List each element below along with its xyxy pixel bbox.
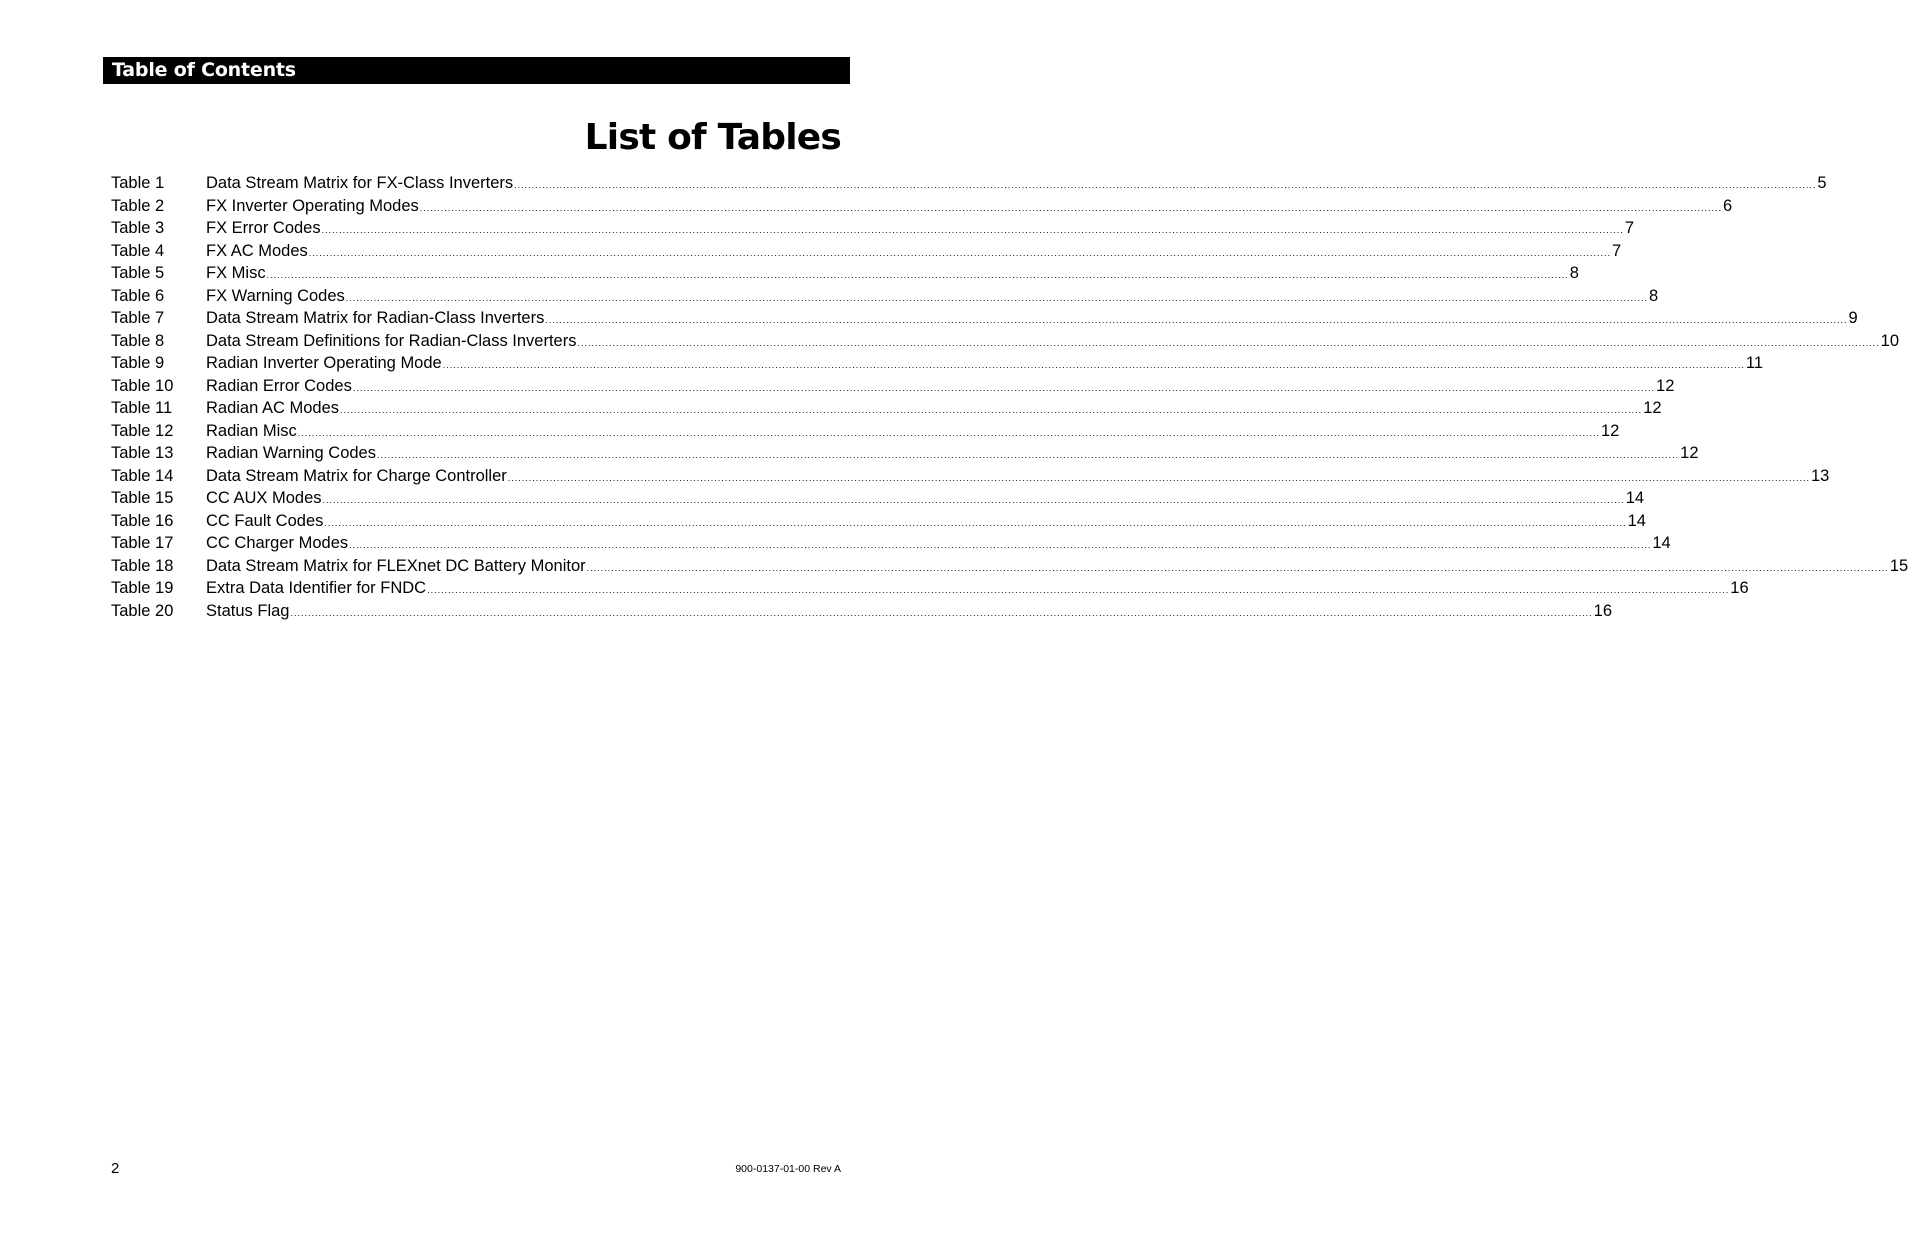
list-of-tables bbox=[111, 172, 1908, 622]
toc-entry-number: Table 8 bbox=[111, 331, 165, 350]
toc-entry-title: Status Flag bbox=[206, 601, 290, 620]
toc-entry-title: Data Stream Matrix for Radian-Class Inverters bbox=[206, 309, 545, 327]
toc-entry-title: Radian Warning Codes bbox=[206, 444, 376, 462]
toc-dot-leader: .................................................................................................................................................................................................................................................................................................................................................................................... bbox=[340, 405, 1643, 415]
toc-entry-page: 12 bbox=[1600, 421, 1620, 440]
toc-entry[interactable] bbox=[111, 442, 1699, 465]
toc-entry-body bbox=[206, 442, 1699, 467]
toc-entry-page: 14 bbox=[1625, 489, 1645, 507]
toc-dot-leader: .................................................................................................................................................................................................................................................................................................................................................................................... bbox=[266, 270, 1569, 280]
toc-entry[interactable] bbox=[111, 600, 1613, 623]
toc-dot-leader: .................................................................................................................................................................................................................................................................................................................................................................................... bbox=[290, 607, 1593, 618]
toc-entry-title: Data Stream Matrix for Charge Controller bbox=[206, 466, 507, 485]
toc-entry-title: FX AC Modes bbox=[206, 241, 308, 260]
toc-entry[interactable] bbox=[111, 195, 1733, 218]
toc-entry-title: CC AUX Modes bbox=[206, 489, 322, 507]
toc-entry-body bbox=[206, 217, 1634, 242]
toc-entry[interactable] bbox=[111, 352, 1764, 375]
toc-entry-body bbox=[206, 330, 1900, 355]
toc-entry[interactable] bbox=[111, 330, 1900, 353]
toc-entry-number: Table 2 bbox=[111, 196, 165, 215]
toc-entry-number: Table 9 bbox=[111, 354, 165, 372]
section-header-title: Table of Contents bbox=[112, 59, 296, 81]
toc-entry-page: 6 bbox=[1722, 196, 1733, 215]
toc-entry-title: FX Inverter Operating Modes bbox=[206, 196, 419, 215]
toc-entry-title: Data Stream Matrix for FX-Class Inverters bbox=[206, 174, 514, 192]
toc-dot-leader: .................................................................................................................................................................................................................................................................................................................................................................................... bbox=[427, 585, 1730, 595]
toc-entry-body bbox=[206, 262, 1579, 287]
toc-entry-page: 16 bbox=[1730, 579, 1749, 597]
toc-entry[interactable] bbox=[111, 420, 1620, 443]
toc-dot-leader: .................................................................................................................................................................................................................................................................................................................................................................................... bbox=[507, 472, 1810, 483]
toc-dot-leader: .................................................................................................................................................................................................................................................................................................................................................................................... bbox=[321, 225, 1624, 235]
toc-dot-leader: .................................................................................................................................................................................................................................................................................................................................................................................... bbox=[577, 337, 1880, 348]
toc-entry-page: 8 bbox=[1648, 286, 1659, 305]
toc-dot-leader: .................................................................................................................................................................................................................................................................................................................................................................................... bbox=[349, 540, 1652, 550]
toc-dot-leader: .................................................................................................................................................................................................................................................................................................................................................................................... bbox=[352, 382, 1656, 393]
toc-entry-title: Radian Inverter Operating Mode bbox=[206, 354, 442, 372]
toc-entry-body bbox=[206, 307, 1858, 332]
toc-dot-leader: .................................................................................................................................................................................................................................................................................................................................................................................... bbox=[324, 517, 1627, 528]
toc-entry-number: Table 3 bbox=[111, 219, 165, 237]
toc-entry[interactable] bbox=[111, 555, 1908, 578]
toc-entry-number: Table 17 bbox=[111, 534, 174, 552]
toc-entry-title: Radian Misc bbox=[206, 421, 297, 440]
toc-entry-number: Table 12 bbox=[111, 421, 174, 440]
toc-entry-title: FX Warning Codes bbox=[206, 286, 345, 305]
toc-dot-leader: .................................................................................................................................................................................................................................................................................................................................................................................... bbox=[442, 360, 1745, 370]
toc-entry-title: Data Stream Definitions for Radian-Class Inverters bbox=[206, 331, 577, 350]
toc-entry-page: 15 bbox=[1889, 556, 1908, 575]
toc-entry-page: 12 bbox=[1643, 399, 1662, 417]
toc-dot-leader: .................................................................................................................................................................................................................................................................................................................................................................................... bbox=[586, 562, 1889, 573]
toc-entry-title: Radian AC Modes bbox=[206, 399, 339, 417]
toc-entry[interactable] bbox=[111, 397, 1662, 420]
toc-entry-body bbox=[206, 375, 1675, 400]
toc-entry-page: 14 bbox=[1652, 534, 1671, 552]
toc-dot-leader: .................................................................................................................................................................................................................................................................................................................................................................................... bbox=[322, 495, 1625, 505]
toc-entry[interactable] bbox=[111, 172, 1827, 195]
toc-entry-title: CC Fault Codes bbox=[206, 511, 324, 530]
toc-entry-number: Table 15 bbox=[111, 489, 174, 507]
toc-entry[interactable] bbox=[111, 487, 1645, 510]
toc-entry-page: 12 bbox=[1656, 376, 1675, 395]
toc-entry-number: Table 1 bbox=[111, 174, 165, 192]
toc-entry-body bbox=[206, 285, 1659, 310]
toc-dot-leader: .................................................................................................................................................................................................................................................................................................................................................................................... bbox=[308, 247, 1611, 258]
toc-entry-page: 16 bbox=[1593, 601, 1613, 620]
toc-entry-body bbox=[206, 510, 1646, 535]
toc-entry[interactable] bbox=[111, 217, 1634, 240]
toc-entry-number: Table 18 bbox=[111, 556, 174, 575]
toc-entry-page: 5 bbox=[1817, 174, 1827, 192]
toc-dot-leader: .................................................................................................................................................................................................................................................................................................................................................................................... bbox=[514, 180, 1817, 190]
toc-entry-title: FX Misc bbox=[206, 264, 266, 282]
toc-dot-leader: .................................................................................................................................................................................................................................................................................................................................................................................... bbox=[545, 315, 1848, 325]
toc-entry-title: Radian Error Codes bbox=[206, 376, 352, 395]
toc-entry-number: Table 13 bbox=[111, 444, 174, 462]
toc-entry-page: 7 bbox=[1611, 241, 1622, 260]
toc-entry[interactable] bbox=[111, 577, 1749, 600]
toc-entry-number: Table 16 bbox=[111, 511, 174, 530]
toc-entry[interactable] bbox=[111, 532, 1671, 555]
toc-entry-number: Table 11 bbox=[111, 399, 173, 417]
toc-entry-page: 12 bbox=[1680, 444, 1699, 462]
toc-entry-number: Table 14 bbox=[111, 466, 174, 485]
toc-entry-page: 7 bbox=[1624, 219, 1634, 237]
section-header-bar bbox=[103, 57, 850, 84]
toc-entry-body bbox=[206, 420, 1620, 445]
toc-entry-number: Table 5 bbox=[111, 264, 165, 282]
toc-entry-number: Table 7 bbox=[111, 309, 165, 327]
toc-entry-body bbox=[206, 240, 1622, 265]
toc-entry-page: 14 bbox=[1627, 511, 1646, 530]
toc-entry[interactable] bbox=[111, 510, 1646, 533]
toc-entry-page: 13 bbox=[1810, 466, 1830, 485]
toc-entry-body bbox=[206, 555, 1908, 580]
toc-entry[interactable] bbox=[111, 262, 1579, 285]
toc-entry[interactable] bbox=[111, 307, 1858, 330]
toc-entry-body bbox=[206, 397, 1662, 422]
toc-entry[interactable] bbox=[111, 465, 1830, 488]
toc-entry[interactable] bbox=[111, 285, 1659, 308]
toc-entry-body bbox=[206, 172, 1827, 197]
toc-entry-number: Table 6 bbox=[111, 286, 165, 305]
toc-entry-body bbox=[206, 352, 1764, 377]
toc-entry-number: Table 19 bbox=[111, 579, 174, 597]
footer-document-id: 900-0137-01-00 Rev A bbox=[735, 1163, 841, 1175]
toc-entry-body bbox=[206, 532, 1671, 557]
toc-entry-page: 8 bbox=[1569, 264, 1579, 282]
toc-entry-title: Extra Data Identifier for FNDC bbox=[206, 579, 427, 597]
toc-entry-page: 9 bbox=[1848, 309, 1858, 327]
toc-entry-number: Table 4 bbox=[111, 241, 165, 260]
page-title: List of Tables bbox=[584, 117, 841, 158]
toc-dot-leader: .................................................................................................................................................................................................................................................................................................................................................................................... bbox=[376, 450, 1680, 460]
toc-entry-title: Data Stream Matrix for FLEXnet DC Battery Monitor bbox=[206, 556, 586, 575]
toc-entry-number: Table 20 bbox=[111, 601, 174, 620]
toc-entry[interactable] bbox=[111, 240, 1622, 263]
toc-dot-leader: .................................................................................................................................................................................................................................................................................................................................................................................... bbox=[345, 292, 1648, 303]
toc-entry-body bbox=[206, 600, 1613, 625]
toc-dot-leader: .................................................................................................................................................................................................................................................................................................................................................................................... bbox=[297, 427, 1600, 438]
toc-entry-body bbox=[206, 465, 1830, 490]
toc-entry-page: 11 bbox=[1745, 354, 1764, 372]
toc-entry-number: Table 10 bbox=[111, 376, 174, 395]
toc-entry-title: CC Charger Modes bbox=[206, 534, 349, 552]
footer-page-number: 2 bbox=[111, 1160, 120, 1177]
toc-entry-body bbox=[206, 487, 1645, 512]
toc-entry-body bbox=[206, 577, 1749, 602]
toc-entry[interactable] bbox=[111, 375, 1675, 398]
toc-entry-title: FX Error Codes bbox=[206, 219, 321, 237]
toc-entry-body bbox=[206, 195, 1733, 220]
toc-entry-page: 10 bbox=[1880, 331, 1900, 350]
toc-dot-leader: .................................................................................................................................................................................................................................................................................................................................................................................... bbox=[419, 202, 1722, 213]
